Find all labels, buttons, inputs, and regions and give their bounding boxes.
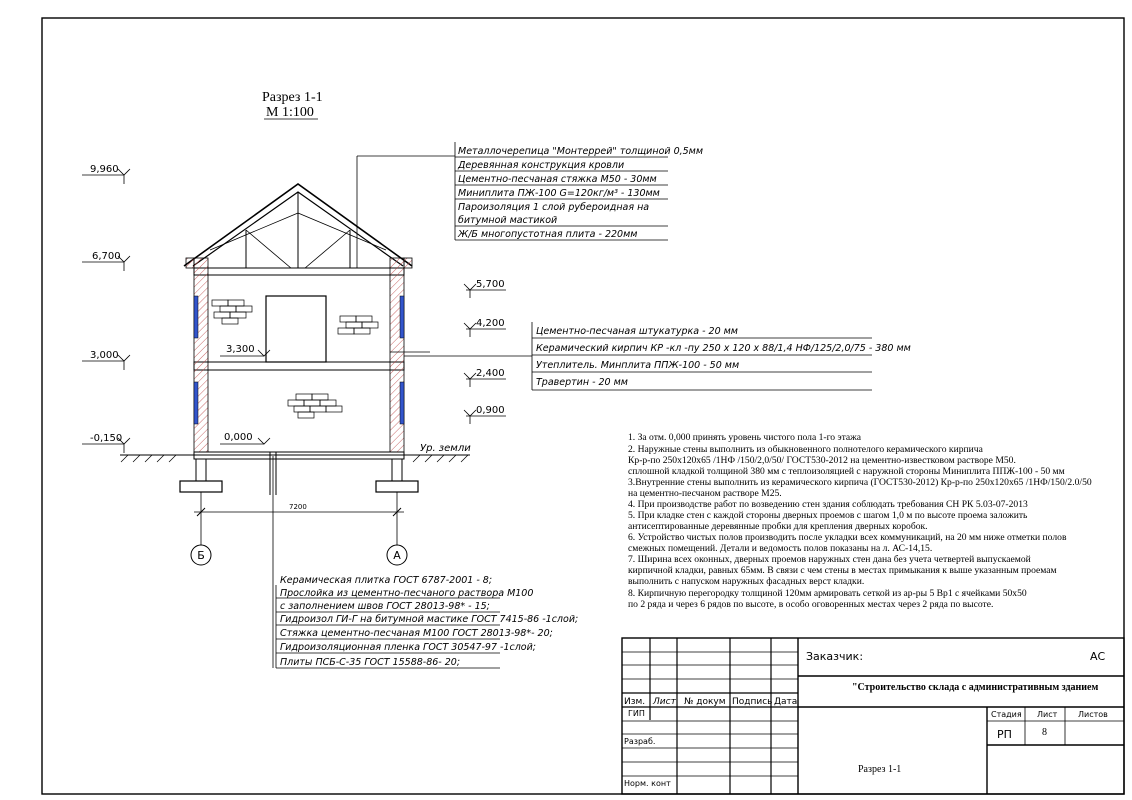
door-opening [266, 296, 326, 362]
note-line: антисептированные деревянные пробки для крепления дверных коробок. [628, 521, 928, 532]
column-header: Дата [774, 697, 798, 707]
customer-label: Заказчик: [806, 650, 864, 663]
column-header: Лист [653, 697, 676, 707]
roof-layer: Ж/Б многопустотная плита - 220мм [458, 229, 638, 240]
note-line: 7. Ширина всех оконных, дверных проемов наружных стен дана без учета четвертей выпускаемой [628, 554, 1031, 565]
roof-layer: Деревянная конструкция кровли [458, 160, 625, 171]
column-header: Подпись [732, 697, 773, 707]
roof-layer: Миниплита ПЖ-100 G=120кг/м³ - 130мм [458, 188, 660, 199]
level-mark [82, 164, 130, 184]
wall-layer: Керамический кирпич КР -кл -пу 250 х 120 х 88/1,4 НФ/125/2,0/75 - 380 мм [536, 343, 911, 354]
note-line: кирпичной кладки, равных 65мм. В связи с чем стены в местах примыкания к выше указанным проемам [628, 565, 1057, 576]
note-line: Кр-р-по 250х120х65 /1НФ /150/2,0/50/ ГОСТ530-2012 на цементно-известковом растворе М50. [628, 455, 1016, 466]
level-marks-inner [220, 344, 270, 444]
roof-layer: Пароизоляция 1 слой рубероидная на [458, 202, 650, 213]
drawing-scale: М 1:100 [266, 105, 314, 120]
column-header: Изм. [624, 697, 646, 707]
roof-layer: Металлочерепица "Монтеррей" толщиной 0,5мм [458, 146, 704, 157]
role-label: Норм. конт [624, 779, 671, 788]
roof-layers-callout [357, 142, 703, 268]
note-line: 5. При кладке стен с каждой стороны дверных проемов с шагом 1,0 м по высоте проема заложить [628, 510, 1028, 521]
column-header: № докум [684, 697, 726, 707]
wall-layer: Цементно-песчаная штукатурка - 20 мм [536, 326, 738, 337]
sheet-title: Разрез 1-1 [858, 764, 902, 775]
role-label: ГИП [628, 709, 645, 718]
floor-layer: с заполнением швов ГОСТ 28013-98* - 15; [280, 601, 490, 612]
level-marks-left [82, 164, 130, 453]
title-block [622, 638, 1124, 794]
note-line: 6. Устройство чистых полов производить после укладки всех коммуникаций, на 20 мм ниже отметки полов [628, 532, 1067, 543]
wall-layer: Травертин - 20 мм [536, 377, 628, 388]
note-line: по 2 ряда и через 6 рядов по высоте, в особо оговоренных местах через 2 ряда по высоте. [628, 599, 994, 610]
floor-layer: Керамическая плитка ГОСТ 6787-2001 - 8; [280, 575, 493, 586]
svg-text:6,700: 6,700 [92, 251, 121, 262]
note-line: 1. За отм. 0,000 принять уровень чистого пола 1-го этажа [628, 432, 862, 443]
general-notes [628, 432, 1092, 610]
note-line: выполнить с напуском наружных фасадных верст кладки. [628, 576, 865, 587]
note-line: 4. При производстве работ по возведению стен здания соблюдать требования СН РК 5.03-07-2013 [628, 499, 1028, 510]
roof-layer: Цементно-песчаная стяжка М50 - 30мм [458, 174, 657, 185]
svg-text:-0,150: -0,150 [90, 433, 123, 444]
note-line: 3.Внутренние стены выполнить из керамического кирпича (ГОСТ530-2012) Кр-р-по 250х120х65 /1НФ/150/2.0/50 [628, 477, 1092, 488]
svg-text:9,960: 9,960 [90, 164, 119, 175]
svg-text:4,200: 4,200 [476, 318, 505, 329]
sheet-header: Стадия [991, 710, 1022, 719]
drawing-code: АС [1090, 650, 1106, 663]
svg-text:0,000: 0,000 [224, 432, 253, 443]
sheet-header: Лист [1037, 710, 1058, 719]
svg-text:3,300: 3,300 [226, 344, 255, 355]
note-line: на цементно-песчаном растворе М25. [628, 488, 782, 499]
axis-label-a: А [393, 549, 401, 562]
level-mark [82, 251, 130, 271]
project-name: "Строительство склада с административным зданием [852, 682, 1099, 693]
note-line: смежных помещений. Детали и ведомость полов показаны на л. АС-14,15. [628, 543, 933, 554]
drawing-title: Разрез 1-1 [262, 90, 323, 105]
wall-layer: Утеплитель. Минплита ППЖ-100 - 50 мм [536, 360, 740, 371]
svg-text:0,900: 0,900 [476, 405, 505, 416]
ground-level-label: Ур. земли [420, 443, 471, 454]
note-line: 8. Кирпичную перегородку толщиной 120мм армировать сеткой из ар-ры 5 Вр1 с ячейками 50х50 [628, 588, 1027, 599]
svg-text:3,000: 3,000 [90, 350, 119, 361]
level-mark [82, 350, 130, 370]
stage-value: РП [997, 728, 1012, 741]
footing-left [180, 481, 222, 492]
svg-text:5,700: 5,700 [476, 279, 505, 290]
building-section [120, 184, 471, 565]
axis-dimension: 7200 [289, 503, 307, 511]
wall-layers-callout [390, 322, 911, 390]
floor-layer: Прослойка из цементно-песчаного раствора М100 [280, 588, 534, 599]
floor-layer: Гидроизол ГИ-Г на битумной мастике ГОСТ 7415-86 -1слой; [280, 614, 579, 625]
floor-layer: Плиты ПСБ-С-35 ГОСТ 15588-86- 20; [280, 657, 461, 668]
note-line: сплошной кладкой толщиной 380 мм с теплоизоляцией с наружной стороны Миниплита ППЖ-100 - 50 мм [628, 466, 1065, 477]
footing-right [376, 481, 418, 492]
note-line: 2. Наружные стены выполнить из обыкновенного полнотелого керамического кирпича [628, 444, 983, 455]
floor-layers-callout [273, 456, 578, 668]
level-marks-right [464, 279, 506, 424]
floor-layer: Стяжка цементно-песчаная М100 ГОСТ 28013-98*- 20; [280, 628, 553, 639]
svg-text:2,400: 2,400 [476, 368, 505, 379]
sheet-header: Листов [1078, 710, 1108, 719]
sheet-number: 8 [1042, 727, 1047, 738]
level-mark [82, 433, 130, 453]
axis-label-b: Б [197, 549, 205, 562]
role-label: Разраб. [624, 737, 656, 746]
roof-layer: битумной мастикой [458, 215, 558, 226]
floor-layer: Гидроизоляционная пленка ГОСТ 30547-97 -1слой; [280, 642, 536, 653]
